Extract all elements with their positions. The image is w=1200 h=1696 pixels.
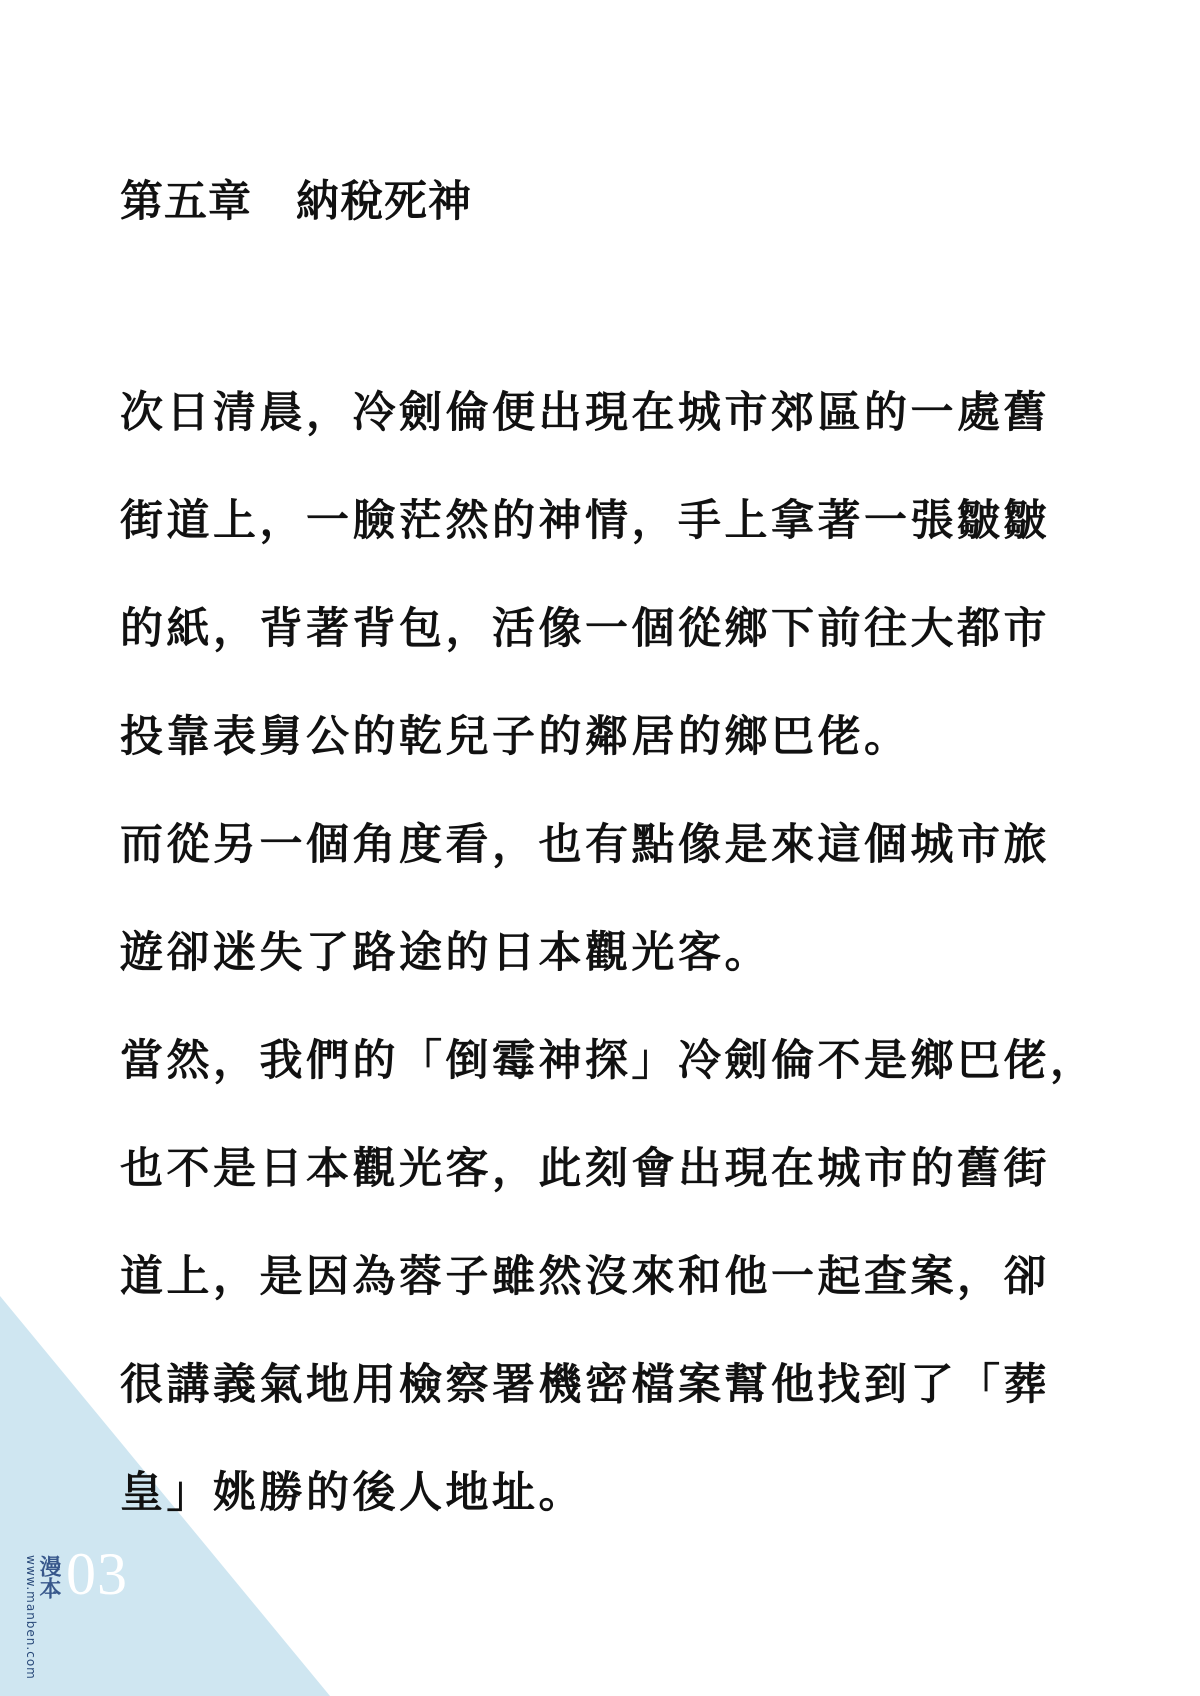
text-line: 很講義氣地用檢察署機密檔案幫他找到了「葬	[120, 1360, 1050, 1410]
text-line: 皇」姚勝的後人地址。	[120, 1468, 585, 1518]
text-line: 次日清晨，冷劍倫便出現在城市郊區的一處舊	[120, 388, 1050, 438]
chapter-title: 第五章 納稅死神	[120, 177, 472, 227]
text-line: 而從另一個角度看，也有點像是來這個城市旅	[120, 820, 1050, 870]
page-number: 03	[66, 1541, 128, 1607]
text-line: 街道上，一臉茫然的神情，手上拿著一張皺皺	[120, 496, 1050, 546]
text-line: 當然，我們的「倒霉神探」冷劍倫不是鄉巴佬，	[120, 1036, 1097, 1086]
text-line: 遊卻迷失了路途的日本觀光客。	[120, 928, 771, 978]
watermark-logo: 漫本	[36, 1555, 61, 1599]
text-line: 道上，是因為蓉子雖然沒來和他一起查案，卻	[120, 1252, 1050, 1302]
text-line: 投靠表舅公的乾兒子的鄰居的鄉巴佬。	[120, 712, 911, 762]
body-text	[120, 383, 1100, 1571]
text-line: 也不是日本觀光客，此刻會出現在城市的舊街	[120, 1144, 1050, 1194]
text-line: 的紙，背著背包，活像一個從鄉下前往大都市	[120, 604, 1050, 654]
watermark-url: www.manben.com	[24, 1555, 38, 1680]
